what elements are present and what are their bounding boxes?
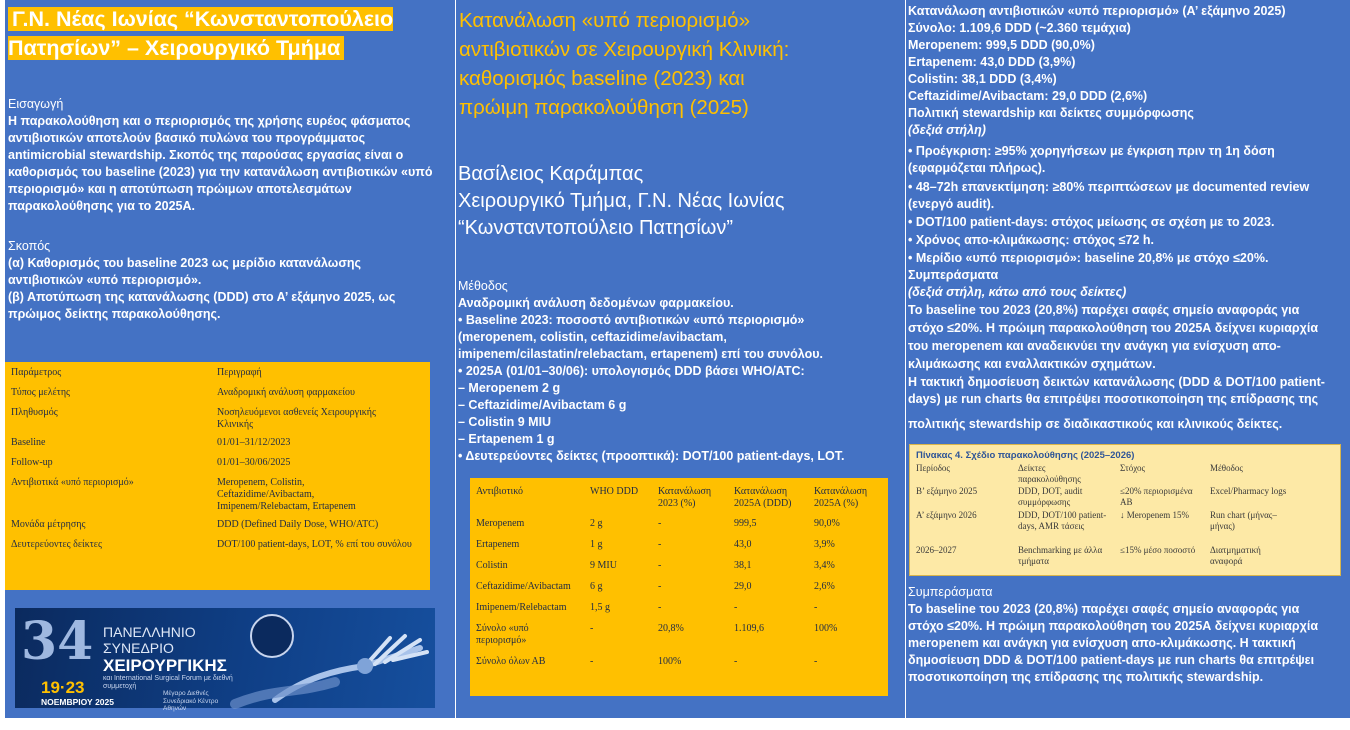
table-cell: -: [734, 602, 738, 613]
table-header-cell: Κατανάλωση 2023 (%): [658, 486, 712, 509]
table-cell: -: [814, 656, 818, 667]
method-line: • 2025Α (01/01–30/06): υπολογισμός DDD βάσει WHO/ATC:: [458, 364, 805, 378]
banner-line: ΧΕΙΡΟΥΡΓΙΚΗΣ: [103, 656, 227, 675]
table-cell: Ceftazidime/Avibactam: [476, 581, 571, 592]
table-cell: Σύνολο όλων ΑΒ: [476, 656, 546, 667]
monitoring-plan-table: [909, 444, 1341, 576]
table-cell: Τύπος μελέτης: [11, 387, 71, 398]
table-cell: Ertapenem: [476, 539, 520, 550]
table-header-cell: Στόχος: [1120, 463, 1146, 473]
table-header-cell: Παράμετρος: [11, 367, 62, 378]
banner-venue: Μέγαρο Διεθνές Συνεδριακό Κέντρο Αθηνών: [163, 690, 219, 712]
left-column: [5, 0, 455, 718]
banner-month: ΝΟΕΜΒΡΙΟΥ 2025: [41, 697, 114, 707]
policy-line: (εφαρμόζεται πλήρως).: [908, 161, 1046, 175]
table-cell: -: [658, 560, 662, 571]
table-cell: Imipenem/Relebactam: [476, 602, 567, 613]
aim-line: (β) Αποτύπωση της κατανάλωσης (DDD) στο Α’ εξάμηνο 2025, ως: [8, 290, 396, 304]
table-cell: 100%: [814, 623, 838, 634]
method-line: – Ertapenem 1 g: [458, 432, 555, 446]
robotic-hand-artwork: [215, 608, 435, 708]
results-line: Σύνολο: 1.109,6 DDD (~2.360 τεμάχια): [908, 21, 1131, 35]
table-cell: 9 MIU: [590, 560, 617, 571]
author-block: [458, 161, 785, 242]
table-cell: -: [658, 539, 662, 550]
table-cell: -: [734, 656, 738, 667]
author-line: Βασίλειος Καράμπας: [458, 163, 644, 185]
table-cell: Colistin: [476, 560, 508, 571]
table-cell: 43,0: [734, 539, 752, 550]
table-cell: 90,0%: [814, 518, 840, 529]
policy-note: (δεξιά στήλη): [908, 123, 986, 137]
policy-line: • Προέγκριση: ≥95% χορηγήσεων με έγκριση πριν τη 1η δόση: [908, 144, 1275, 158]
table-cell: 6 g: [590, 581, 603, 592]
results-line: Ertapenem: 43,0 DDD (3,9%): [908, 55, 1076, 69]
hospital-title: [8, 5, 440, 63]
conclusion-line: του meropenem και αναδεικνύει την ανάγκη για ενίσχυση απο-: [908, 339, 1281, 353]
policy-line: • DOT/100 patient-days: στόχος μείωσης σε σχέση με το 2023.: [908, 215, 1275, 229]
table-cell: Δευτερεύοντες δείκτες: [11, 539, 102, 550]
table-cell: Αναδρομική ανάλυση φαρμακείου: [217, 387, 355, 398]
table-cell: 38,1: [734, 560, 752, 571]
conclusion-line: days) με run charts θα επιτρέψει ποσοτικοποίηση της επίδρασης της: [908, 392, 1319, 406]
table-cell: Πληθυσμός: [11, 407, 58, 418]
method-heading: Μέθοδος: [458, 279, 508, 293]
table-header-cell: Περίοδος: [916, 463, 950, 473]
table-cell: Σύνολο «υπό περιορισμό»: [476, 623, 529, 646]
table-cell: Run chart (μήνας–μήνας): [1210, 510, 1277, 531]
table-cell: DDD, DOT/100 patient-days, AMR τάσεις: [1018, 510, 1107, 531]
conclusion-line: Το baseline του 2023 (20,8%) παρέχει σαφές σημείο αναφοράς για: [908, 303, 1300, 317]
table-cell: ≤15% μέσο ποσοστό: [1120, 545, 1196, 555]
method-line: – Meropenem 2 g: [458, 381, 561, 395]
table-cell: 100%: [658, 656, 682, 667]
poster-title-line: πρώιμη παρακολούθηση (2025): [459, 96, 749, 119]
table-cell: -: [658, 518, 662, 529]
table-header-cell: Κατανάλωση 2025Α (%): [814, 486, 868, 509]
table-cell: -: [590, 623, 594, 634]
policy-line: • Μερίδιο «υπό περιορισμό»: baseline 20,8% με στόχο ≤20%.: [908, 251, 1269, 265]
aim-line: αντιβιοτικών «υπό περιορισμό».: [8, 273, 202, 287]
method-line: – Colistin 9 MIU: [458, 415, 552, 429]
hospital-title-text: Γ.Ν. Νέας Ιωνίας “Κωνσταντοπούλειο Πατησίων” – Χειρουργικό Τμήμα: [8, 7, 394, 60]
conclusion-line: κλιμάκωσης και εναλλακτικών σχημάτων.: [908, 357, 1156, 371]
policy-heading: Πολιτική stewardship και δείκτες συμμόρφωσης: [908, 106, 1194, 120]
table-header-cell: Περιγραφή: [217, 367, 262, 378]
poster-title-line: Κατανάλωση «υπό περιορισμό»: [459, 9, 750, 32]
intro-line: παρακολούθησης για το 2025Α.: [8, 199, 196, 213]
banner-number: 34: [21, 611, 94, 672]
author-line: “Κωνσταντοπούλειο Πατησίων”: [458, 217, 734, 239]
table-cell: Αντιβιοτικά «υπό περιορισμό»: [11, 477, 134, 488]
table-cell: ≤20% περιορισμένα ΑΒ: [1120, 486, 1193, 507]
intro-line: Η παρακολούθηση και ο περιορισμός της χρήσης ευρέος φάσματος: [8, 114, 411, 128]
policy-line: • 48–72h επανεκτίμηση: ≥80% περιπτώσεων με documented review: [908, 180, 1310, 194]
conclusion-line: Η τακτική δημοσίευση δεικτών κατανάλωσης (DDD & DOT/100 patient-: [908, 375, 1325, 389]
table-header-cell: Μέθοδος: [1210, 463, 1243, 473]
study-design-table: [5, 362, 430, 590]
final-conclusion-line: meropenem και ανάγκη για ενίσχυση απο-κλιμάκωσης. Η τακτική: [908, 636, 1296, 650]
congress-seal-icon: [250, 614, 294, 658]
method-line: – Ceftazidime/Avibactam 6 g: [458, 398, 627, 412]
table-cell: 20,8%: [658, 623, 684, 634]
table-cell: Μονάδα μέτρησης: [11, 519, 86, 530]
middle-column: [456, 0, 905, 718]
poster-title: [459, 6, 789, 122]
conclusions-note: (δεξιά στήλη, κάτω από τους δείκτες): [908, 285, 1127, 299]
results-line: Κατανάλωση αντιβιοτικών «υπό περιορισμό» (Α’ εξάμηνο 2025): [908, 4, 1286, 18]
method-line: imipenem/cilastatin/relebactam, ertapenem) επί του συνόλου.: [458, 347, 823, 361]
table-cell: 1.109,6: [734, 623, 764, 634]
final-conclusion-line: στόχο ≤20%. Η πρώιμη παρακολούθηση του 2025Α δείχνει κυριαρχία: [908, 619, 1319, 633]
final-conclusion-line: Το baseline του 2023 (20,8%) παρέχει σαφές σημείο αναφοράς για: [908, 602, 1300, 616]
table-cell: DDD (Defined Daily Dose, WHO/ATC): [217, 519, 379, 530]
table-cell: Β’ εξάμηνο 2025: [916, 486, 978, 496]
method-line: • Δευτερεύοντες δείκτες (προοπτικά): DOT/100 patient-days, LOT.: [458, 449, 845, 463]
banner-line: και International Surgical Forum με διεθνή συμμετοχή: [103, 675, 233, 690]
intro-heading: Εισαγωγή: [8, 97, 64, 111]
table-cell: -: [658, 602, 662, 613]
policy-line: • Χρόνος απο-κλιμάκωσης: στόχος ≤72 h.: [908, 233, 1154, 247]
table-cell: Meropenem, Colistin, Ceftazidime/Avibactam, Imipenem/Relebactam, Ertapenem: [217, 477, 356, 512]
aim-line: πρώιμος δείκτης παρακολούθησης.: [8, 307, 221, 321]
aim-line: (α) Καθορισμός του baseline 2023 ως μερίδιο κατανάλωσης: [8, 256, 362, 270]
results-line: Ceftazidime/Avibactam: 29,0 DDD (2,6%): [908, 89, 1148, 103]
intro-line: περιορισμό» και η αποτύπωση πρώιμων αποτελεσμάτων: [8, 182, 352, 196]
banner-line: ΠΑΝΕΛΛΗΝΙΟ: [103, 624, 196, 640]
final-conclusions-heading: Συμπεράσματα: [908, 585, 993, 599]
final-conclusion-line: δημοσίευση DDD & DOT/100 patient-days με run charts θα επιτρέψει: [908, 653, 1315, 667]
table-cell: 01/01–30/06/2025: [217, 457, 291, 468]
banner-line: ΣΥΝΕΔΡΙΟ: [103, 640, 174, 656]
poster-title-line: καθορισμός baseline (2023) και: [459, 67, 745, 90]
author-line: Χειρουργικό Τμήμα, Γ.Ν. Νέας Ιωνίας: [458, 190, 785, 212]
table-cell: Follow-up: [11, 457, 53, 468]
table-cell: Διατμηματική αναφορά: [1210, 545, 1261, 566]
table-header-cell: Δείκτες παρακολούθησης: [1018, 463, 1081, 484]
policy-line: (ενεργό audit).: [908, 197, 995, 211]
aim-heading: Σκοπός: [8, 239, 51, 253]
congress-banner: [15, 608, 435, 712]
table-cell: Excel/Pharmacy logs: [1210, 486, 1287, 496]
table-cell: 3,4%: [814, 560, 835, 571]
conclusion-line: στόχο ≤20%. Η πρώιμη παρακολούθηση του 2025Α δείχνει κυριαρχία: [908, 321, 1319, 335]
table-cell: ↓ Meropenem 15%: [1120, 510, 1189, 520]
table-cell: Α’ εξάμηνο 2026: [916, 510, 977, 520]
table-header-cell: Κατανάλωση 2025Α (DDD): [734, 486, 792, 509]
conclusion-line: πολιτικής stewardship σε διαδικαστικούς και κλινικούς δείκτες.: [908, 417, 1283, 431]
table-cell: 29,0: [734, 581, 752, 592]
table-cell: 999,5: [734, 518, 757, 529]
plan-table-title: Πίνακας 4. Σχέδιο παρακολούθησης (2025–2026): [916, 450, 1135, 461]
conclusions-heading: Συμπεράσματα: [908, 268, 999, 282]
table-cell: Νοσηλευόμενοι ασθενείς Χειρουργικής Κλινικής: [217, 407, 376, 430]
banner-dates: 19·23: [41, 678, 85, 697]
table-cell: Benchmarking με άλλα τμήματα: [1018, 545, 1103, 566]
table-cell: -: [658, 581, 662, 592]
table-cell: 1,5 g: [590, 602, 610, 613]
table-cell: DDD, DOT, audit συμμόρφωσης: [1018, 486, 1083, 507]
table-cell: 2,6%: [814, 581, 835, 592]
method-line: (meropenem, colistin, ceftazidime/avibactam,: [458, 330, 727, 344]
table-cell: 3,9%: [814, 539, 835, 550]
intro-line: αντιβιοτικών αποτελούν βασικό πυλώνα του προγράμματος: [8, 131, 366, 145]
ddd-table: [470, 478, 888, 696]
table-header-cell: Αντιβιοτικό: [476, 486, 524, 497]
intro-line: antimicrobial stewardship. Σκοπός της παρούσας εργασίας είναι ο: [8, 148, 404, 162]
table-cell: -: [590, 656, 594, 667]
final-conclusion-line: ποσοτικοποίηση της επίδρασης της πολιτικής stewardship.: [908, 670, 1264, 684]
method-line: Αναδρομική ανάλυση δεδομένων φαρμακείου.: [458, 296, 734, 310]
table-cell: 01/01–31/12/2023: [217, 437, 291, 448]
table-cell: 1 g: [590, 539, 603, 550]
poster-title-line: αντιβιοτικών σε Χειρουργική Κλινική:: [459, 38, 790, 61]
table-cell: 2 g: [590, 518, 603, 529]
right-column: [906, 0, 1350, 718]
table-header-cell: WHO DDD: [590, 486, 639, 497]
results-line: Colistin: 38,1 DDD (3,4%): [908, 72, 1057, 86]
table-cell: Meropenem: [476, 518, 525, 529]
results-line: Meropenem: 999,5 DDD (90,0%): [908, 38, 1095, 52]
table-cell: -: [814, 602, 818, 613]
table-cell: Baseline: [11, 437, 46, 448]
table-cell: 2026–2027: [916, 545, 957, 555]
intro-line: καθορισμός του baseline (2023) για την κατανάλωση αντιβιοτικών «υπό: [8, 165, 433, 179]
table-cell: DOT/100 patient-days, LOT, % επί του συνόλου: [217, 539, 412, 550]
method-line: • Baseline 2023: ποσοστό αντιβιοτικών «υπό περιορισμό»: [458, 313, 805, 327]
